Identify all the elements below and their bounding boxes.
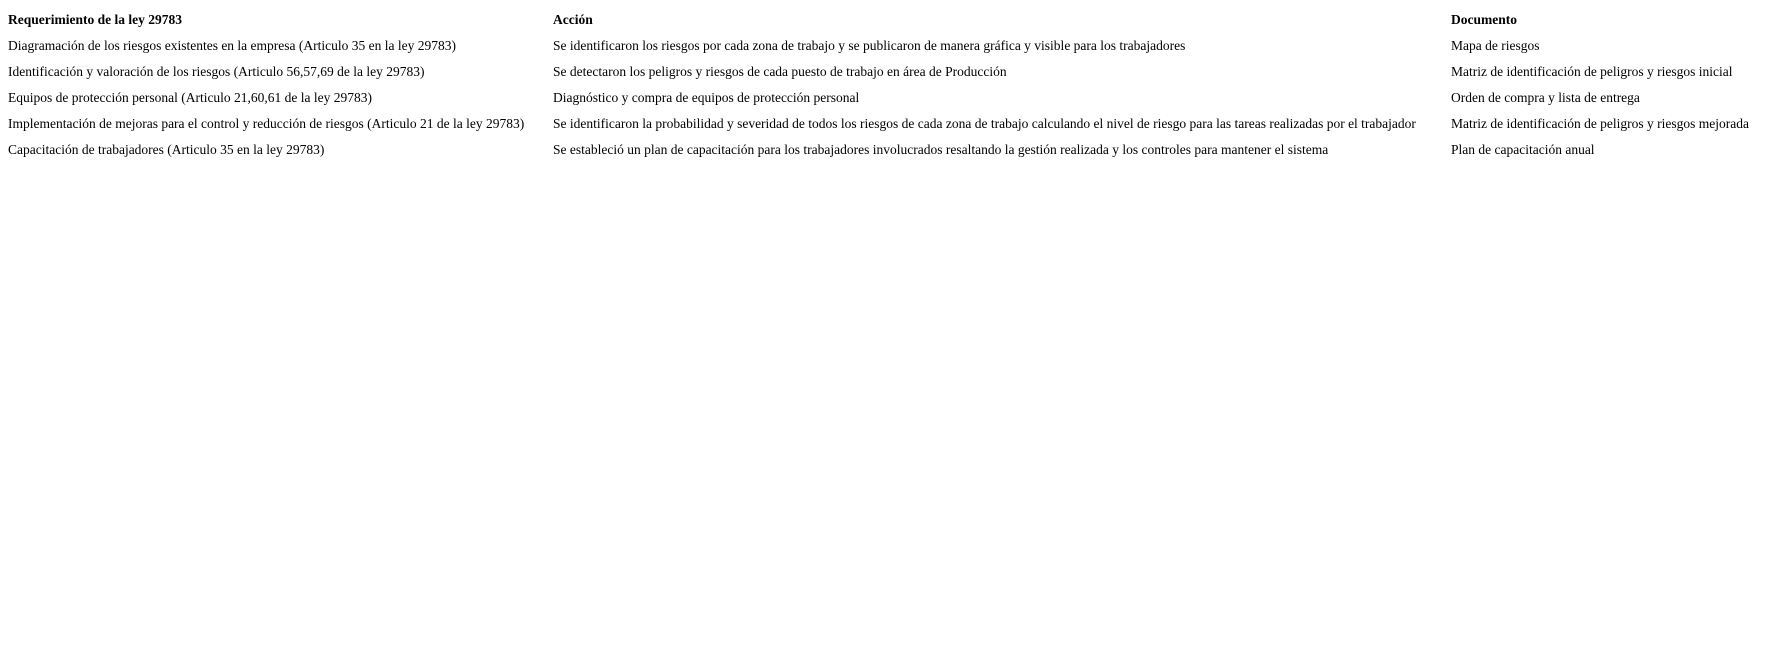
requirements-table (5, 6, 1754, 164)
header-row (7, 8, 1752, 32)
table-row (7, 60, 1752, 84)
table-row (7, 34, 1752, 58)
cell-requirement: Capacitación de trabajadores (Articulo 35 en la ley 29783) (8, 142, 325, 157)
cell-requirement: Implementación de mejoras para el control y reducción de riesgos (Articulo 21 de la ley 29783) (8, 116, 525, 131)
header-requirement: Requerimiento de la ley 29783 (8, 12, 182, 27)
cell-document: Matriz de identificación de peligros y riesgos inicial (1451, 64, 1733, 79)
table-header (7, 8, 1752, 32)
cell-action: Se identificaron los riesgos por cada zona de trabajo y se publicaron de manera gráfica y visible para los trabajadores (553, 38, 1186, 53)
cell-document: Mapa de riesgos (1451, 38, 1540, 53)
header-action: Acción (553, 12, 593, 27)
cell-document: Matriz de identificación de peligros y riesgos mejorada (1451, 116, 1750, 131)
cell-document: Orden de compra y lista de entrega (1451, 90, 1640, 105)
cell-document: Plan de capacitación anual (1451, 142, 1595, 157)
cell-action: Se detectaron los peligros y riesgos de cada puesto de trabajo en área de Producción (553, 64, 1007, 79)
cell-action: Diagnóstico y compra de equipos de protección personal (553, 90, 860, 105)
header-document: Documento (1451, 12, 1517, 27)
cell-action: Se estableció un plan de capacitación para los trabajadores involucrados resaltando la gestión realizada y los controles para mantener el sistema (553, 142, 1329, 157)
table-row (7, 138, 1752, 162)
cell-requirement: Identificación y valoración de los riesgos (Articulo 56,57,69 de la ley 29783) (8, 64, 425, 79)
cell-requirement: Diagramación de los riesgos existentes en la empresa (Articulo 35 en la ley 29783) (8, 38, 456, 53)
cell-action: Se identificaron la probabilidad y severidad de todos los riesgos de cada zona de trabajo calculando el nivel de riesgo para las tareas realizadas por el trabajador (553, 116, 1416, 131)
cell-requirement: Equipos de protección personal (Articulo 21,60,61 de la ley 29783) (8, 90, 373, 105)
table-row (7, 112, 1752, 136)
table-row (7, 86, 1752, 110)
table-body (7, 34, 1752, 162)
